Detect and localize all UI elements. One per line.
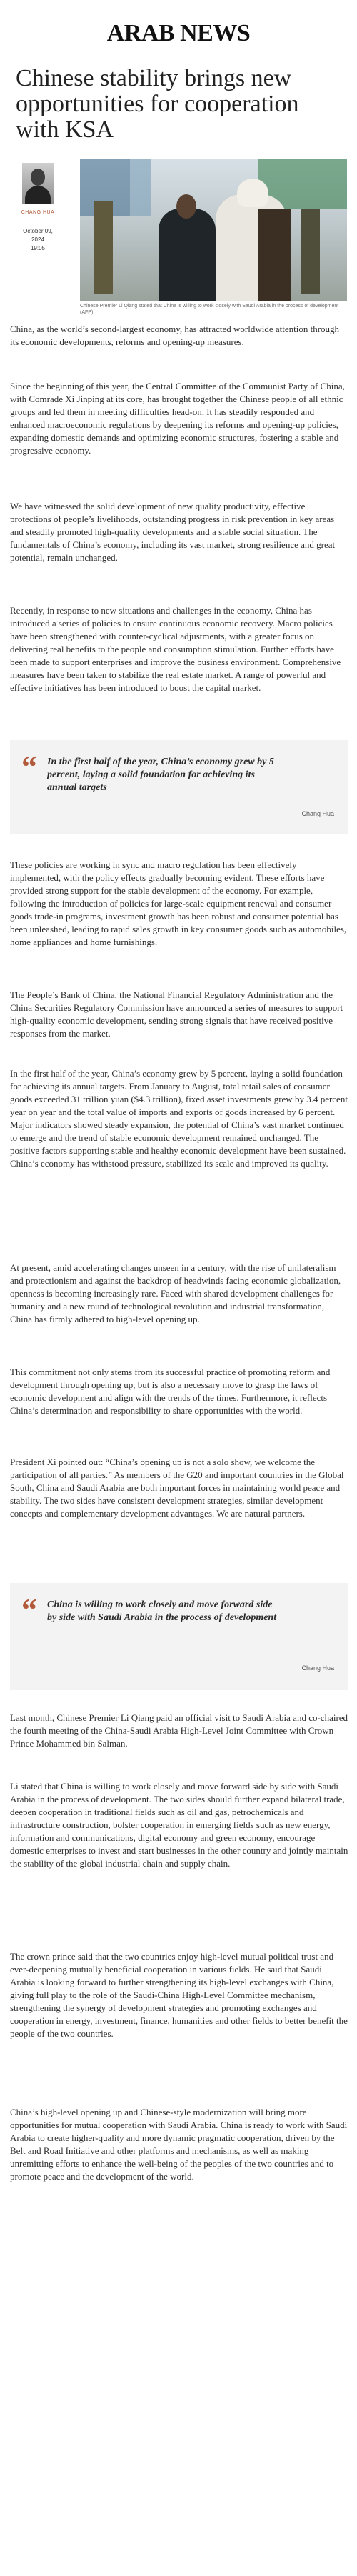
publish-time: 19:05 (30, 245, 46, 251)
site-logo[interactable]: ARAB NEWS (106, 20, 251, 46)
article-paragraph: In the first half of the year, China’s economy grew by 5 percent, laying a solid foundation for achieving its annual targets. From January to August, total retail sales of consumer goods exceeded 31 trillion yuan ($4.3 trillion), fixed asset investments grew by 3.4 percent year on year and the total value of imports and exports of goods increased by 6 percent. Major indicators showed steady expansion, the potential of China’s vast market continued to emerge and the trend of stable economic development remained unchanged. The positive factors supporting stable and healthy economic development have been sustained. China’s economy has withstood pressure, stabilized its scale and improved its quality. (10, 1068, 348, 1169)
pull-quote-text: China is willing to work closely and move forward side by side with Saudi Arabia in the process of development (47, 1599, 277, 1623)
article-paragraph: Recently, in response to new situations and challenges in the economy, China has introduced a series of policies to ensure continuous economic recovery. Macro policies have been strengthened with counter-cyclical adjustments, with a greater focus on delivering real benefits to the people and consumption stimulation. Further efforts have been made to support enterprises and improve the business environment. Comprehensive measures have been taken to stabilize the real estate market. A range of powerful and effective initiatives has been introduced to boost the capital market. (10, 605, 341, 693)
publish-date-line1: October 09, (23, 228, 53, 234)
quote-mark-icon: “ (21, 749, 37, 784)
article-paragraph: China, as the world’s second-largest economy, has attracted worldwide attention through its economic developments, reforms and opening-up measures. (10, 324, 340, 347)
article-paragraph: China’s high-level opening up and Chinese-style modernization will bring more opportunities for mutual cooperation with Saudi Arabia. China is ready to work with Saudi Arabia to create higher-quality and more dynamic pragmatic cooperation, driven by the Belt and Road Initiative and other platforms and mechanisms, as well as making unremitting efforts to enhance the well-being of the peoples of the two countries and to promote peace and the development of the world. (10, 2107, 348, 2182)
pull-quote (10, 1583, 348, 1690)
quote-mark-icon: “ (21, 1592, 37, 1627)
publish-date (13, 227, 63, 253)
article-paragraph: Last month, Chinese Premier Li Qiang paid an official visit to Saudi Arabia and co-chaired the fourth meeting of the China-Saudi Arabia High-Level Joint Committee with Crown Prince Mohammed bin Salman. (10, 1712, 348, 1749)
pull-quote-author: Chang Hua (301, 810, 334, 817)
author-avatar[interactable] (22, 163, 54, 204)
author-block (13, 163, 63, 253)
author-name[interactable]: CHANG HUA (21, 210, 55, 215)
article-title: Chinese stability brings new opportunities for cooperation with KSA (16, 65, 299, 143)
image-caption: Chinese Premier Li Qiang stated that China is willing to work closely with Saudi Arabia in the process of development (AFP) (80, 304, 339, 315)
article-paragraph: We have witnessed the solid development of new quality productivity, effective protections of people’s livelihoods, outstanding progress in risk prevention in key areas and steadily promoted high-quality developments and a stable social situation. The fundamentals of China’s economy, including its vast market, strong resilience and great potential, remain unchanged. (10, 501, 336, 563)
article-paragraph: President Xi pointed out: “China’s opening up is not a solo show, we welcome the participation of all parties.” As members of the G20 and important countries in the Global South, China and Saudi Arabia are both important forces in maintaining world peace and stability. The two sides have consistent development strategies, similar development concepts and complementary development advantages. We are natural partners. (10, 1457, 344, 1519)
hero-image[interactable] (80, 159, 347, 301)
article-paragraph: The People’s Bank of China, the National Financial Regulatory Administration and the China Securities Regulatory Commission have announced a series of measures to support high-quality economic development, sending strong signals that have received positive responses from the market. (10, 989, 343, 1039)
publish-date-line2: 2024 (31, 236, 44, 243)
pull-quote-author: Chang Hua (301, 1664, 334, 1672)
pull-quote (10, 740, 348, 834)
article-paragraph: Li stated that China is willing to work closely and move forward side by side with Saudi Arabia in the process of development. The two sides should further expand bilateral trade, deepen cooperation in traditional fields such as oil and gas, petrochemicals and infrastructure construction, bolster cooperation in emerging fields such as new energy, information and communications, digital economy and green economy, encourage domestic enterprises to invest and start businesses in the other country and jointly maintain the stability of the global industrial chain and supply chain. (10, 1781, 348, 1869)
article-paragraph: This commitment not only stems from its successful practice of promoting reform and development through opening up, but is also a necessary move to grasp the laws of economic development and align with the trends of the times. Furthermore, it reflects China’s determination and responsibility to share opportunities with the world. (10, 1367, 331, 1416)
article-paragraph: At present, amid accelerating changes unseen in a century, with the rise of unilateralism and protectionism and against the backdrop of headwinds facing economic globalization, openness is becoming increasingly rare. Faced with shared development challenges for humanity and a new round of technological revolution and industrial transformation, China has firmly adhered to high-level opening up. (10, 1262, 341, 1324)
pull-quote-text: In the first half of the year, China’s economy grew by 5 percent, laying a solid foundation for achieving its annual targets (47, 757, 274, 793)
article-paragraph: Since the beginning of this year, the Central Committee of the Communist Party of China, with Comrade Xi Jinping at its core, has brought together the Chinese people of all ethnic groups and led them in meeting difficulties head-on. It has steadily responded and enhanced macroeconomic regulations by deepening its reforms and opening-up policies, expanding domestic demands and optimizing economic structures, fostering a stable and progressive economy. (10, 381, 345, 456)
article-paragraph: The crown prince said that the two countries enjoy high-level mutual political trust and ever-deepening mutually beneficial cooperation in various fields. He said that Saudi Arabia is looking forward to further strengthening its high-level exchanges with China, giving full play to the role of the Saudi-China High-Level Committee mechanism, strengthening the synergy of development strategies and promoting exchanges and cooperation in energy, investment, finance, humanities and other fields to better benefit the people of the two countries. (10, 1951, 348, 2039)
article-paragraph: These policies are working in sync and macro regulation has been effectively implemented, with the policy effects gradually becoming evident. These efforts have provided strong support for the stable development of the economy. For example, following the introduction of policies for large-scale equipment renewal and consumer goods trade-in programs, investment growth has been robust and consumer potential has been unleashed, leading to rapid sales growth in key consumer goods such as automobiles, home appliances and home furnishings. (10, 859, 347, 947)
